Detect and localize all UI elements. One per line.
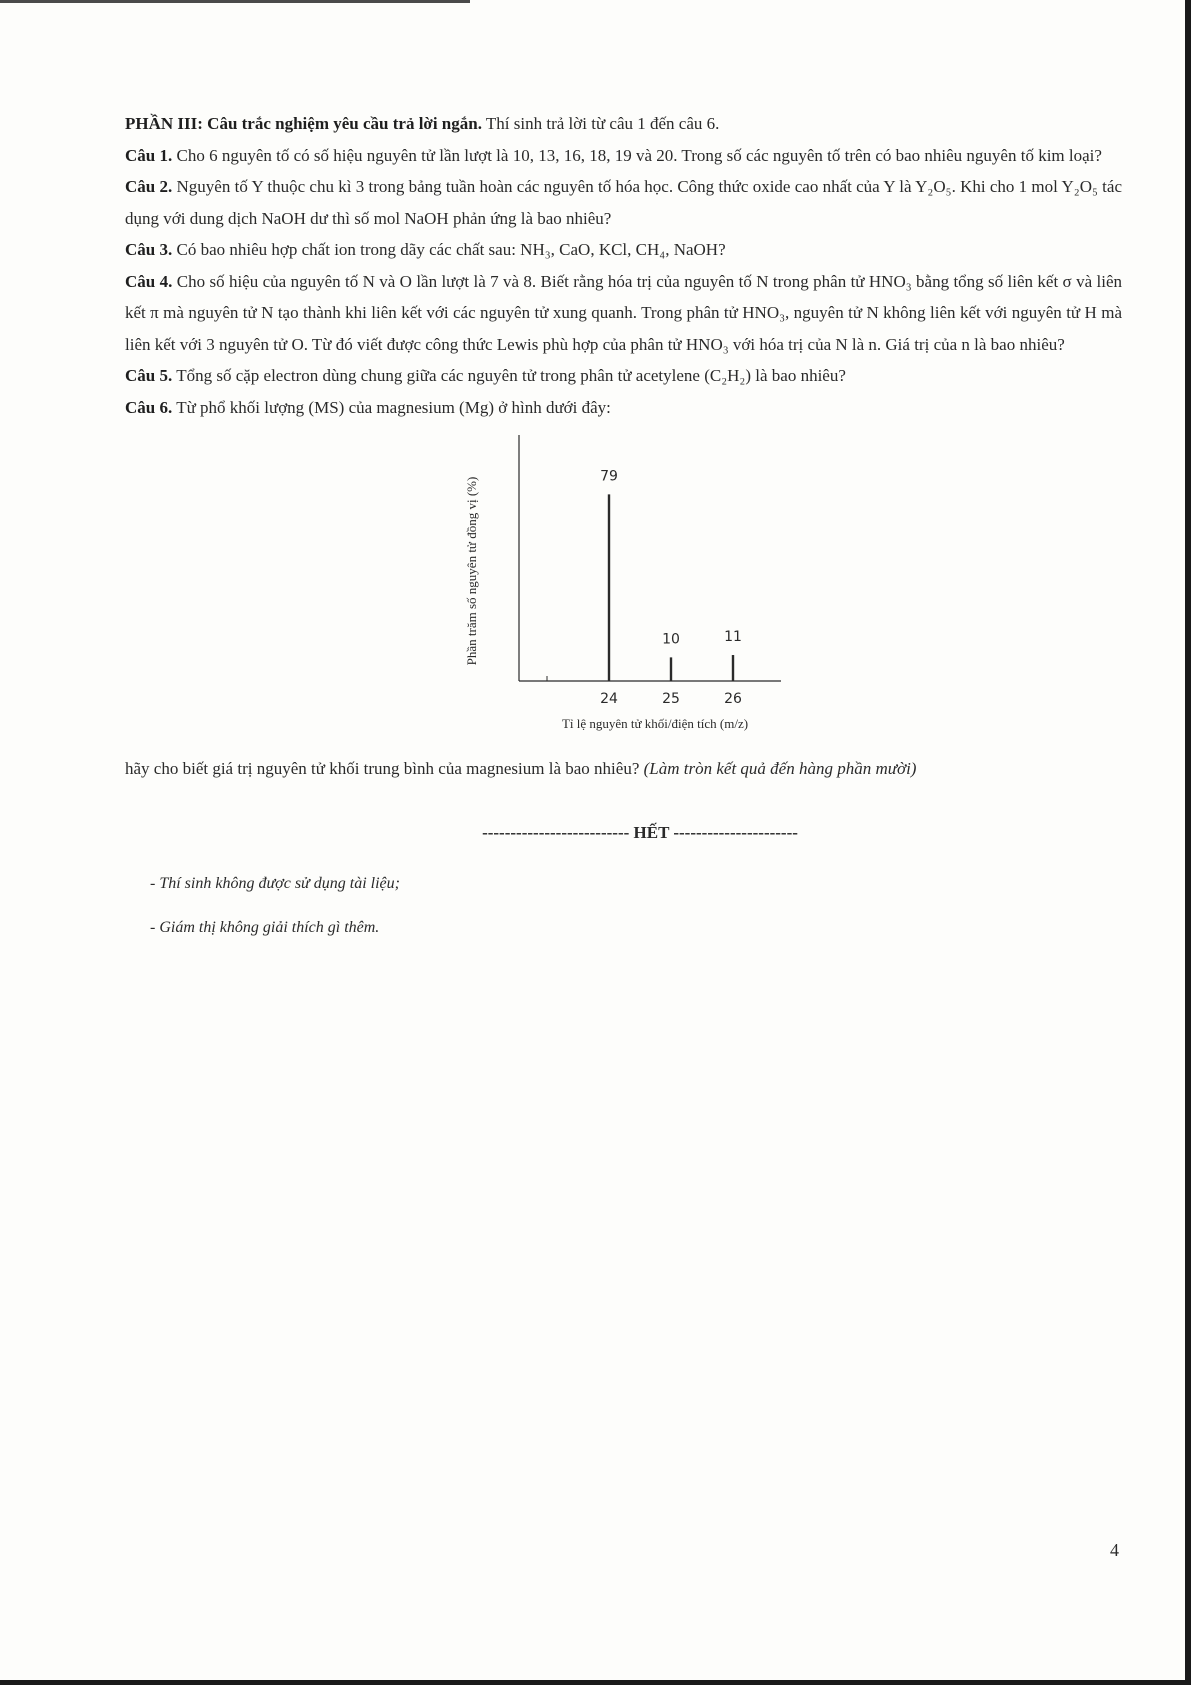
bottom-border-line <box>0 1680 1191 1685</box>
part-heading-title: PHẦN III: Câu trắc nghiệm yêu cầu trả lời ngắn. <box>125 114 482 133</box>
x-axis-label: Tỉ lệ nguyên tử khối/điện tích (m/z) <box>561 716 749 731</box>
part-heading-instruction: Thí sinh trả lời từ câu 1 đến câu 6. <box>485 114 720 133</box>
x-tick-label: 24 <box>600 691 618 707</box>
question-text: Có bao nhiêu hợp chất ion trong dãy các chất sau: NH₃, CaO, KCl, CH₄, NaOH? <box>176 240 726 259</box>
exam-content <box>125 108 1122 785</box>
question-label: Câu 1. <box>125 145 173 165</box>
x-tick-label: 26 <box>724 691 742 707</box>
x-tick-label: 25 <box>662 691 680 707</box>
question-text: Nguyên tố Y thuộc chu kì 3 trong bảng tuần hoàn các nguyên tố hóa học. Công thức oxide cao nhất của Y là Y₂O₅. Khi cho 1 mol Y₂O₅ tác dụng với dung dịch NaOH dư thì số mol NaOH phản ứng là bao nhiêu? <box>125 177 1122 228</box>
y-axis-label: Phần trăm số nguyên tử đồng vị (%) <box>464 476 479 666</box>
bar-value-label: 10 <box>662 631 680 648</box>
chart-marks <box>547 468 742 707</box>
question-6-followup <box>125 753 1122 785</box>
question-6-followup-text: hãy cho biết giá trị nguyên tử khối trung bình của magnesium là bao nhiêu? <box>125 759 640 778</box>
question-2 <box>125 171 1122 234</box>
question-label: Câu 5. <box>125 366 173 385</box>
question-label: Câu 3. <box>125 240 173 259</box>
question-text: Từ phổ khối lượng (MS) của magnesium (Mg) ở hình dưới đây: <box>176 397 611 417</box>
note-item: - Thí sinh không được sử dụng tài liệu; <box>150 875 400 892</box>
note-item: - Giám thị không giải thích gì thêm. <box>150 919 380 936</box>
page-number: 4 <box>1110 1540 1119 1560</box>
question-6 <box>125 392 1122 424</box>
question-label: Câu 4. <box>125 271 173 291</box>
question-5 <box>125 360 1122 392</box>
question-text: Tổng số cặp electron dùng chung giữa các nguyên tử trong phân tử acetylene (C₂H₂) là bao nhiêu? <box>176 366 846 385</box>
question-text: Cho số hiệu của nguyên tố N và O lần lượt là 7 và 8. Biết rằng hóa trị của nguyên tố N trong phân tử HNO₃ bằng tổng số liên kết σ và liên kết π mà nguyên tử N tạo thành khi liên kết với các nguyên tử xung quanh. Trong phân tử HNO₃, nguyên tử N không liên kết với nguyên tử H mà liên kết với 3 nguyên tử O. Từ đó viết được công thức Lewis phù hợp của phân tử HNO₃ với hóa trị của N là n. Giá trị của n là bao nhiêu? <box>125 271 1123 354</box>
exam-notes <box>150 870 400 958</box>
question-1 <box>125 140 1122 172</box>
question-3 <box>125 234 1122 266</box>
bar-value-label: 11 <box>724 629 742 646</box>
rounding-instruction: (Làm tròn kết quả đến hàng phần mười) <box>643 759 917 778</box>
mass-spectrum-chart <box>451 423 791 743</box>
question-label: Câu 6. <box>125 397 173 417</box>
question-4 <box>125 266 1122 361</box>
question-label: Câu 2. <box>125 177 173 196</box>
right-border-line <box>1185 0 1191 1685</box>
mass-spectrum-figure <box>125 423 1122 743</box>
top-border-line <box>0 0 470 3</box>
bar-value-label: 79 <box>600 468 618 485</box>
end-marker: -------------------------- HẾT ---------------------- <box>482 823 798 842</box>
question-text: Cho 6 nguyên tố có số hiệu nguyên tử lần lượt là 10, 13, 16, 18, 19 và 20. Trong số các nguyên tố trên có bao nhiêu nguyên tố kim loại? <box>176 145 1102 165</box>
part-heading <box>125 108 1122 140</box>
